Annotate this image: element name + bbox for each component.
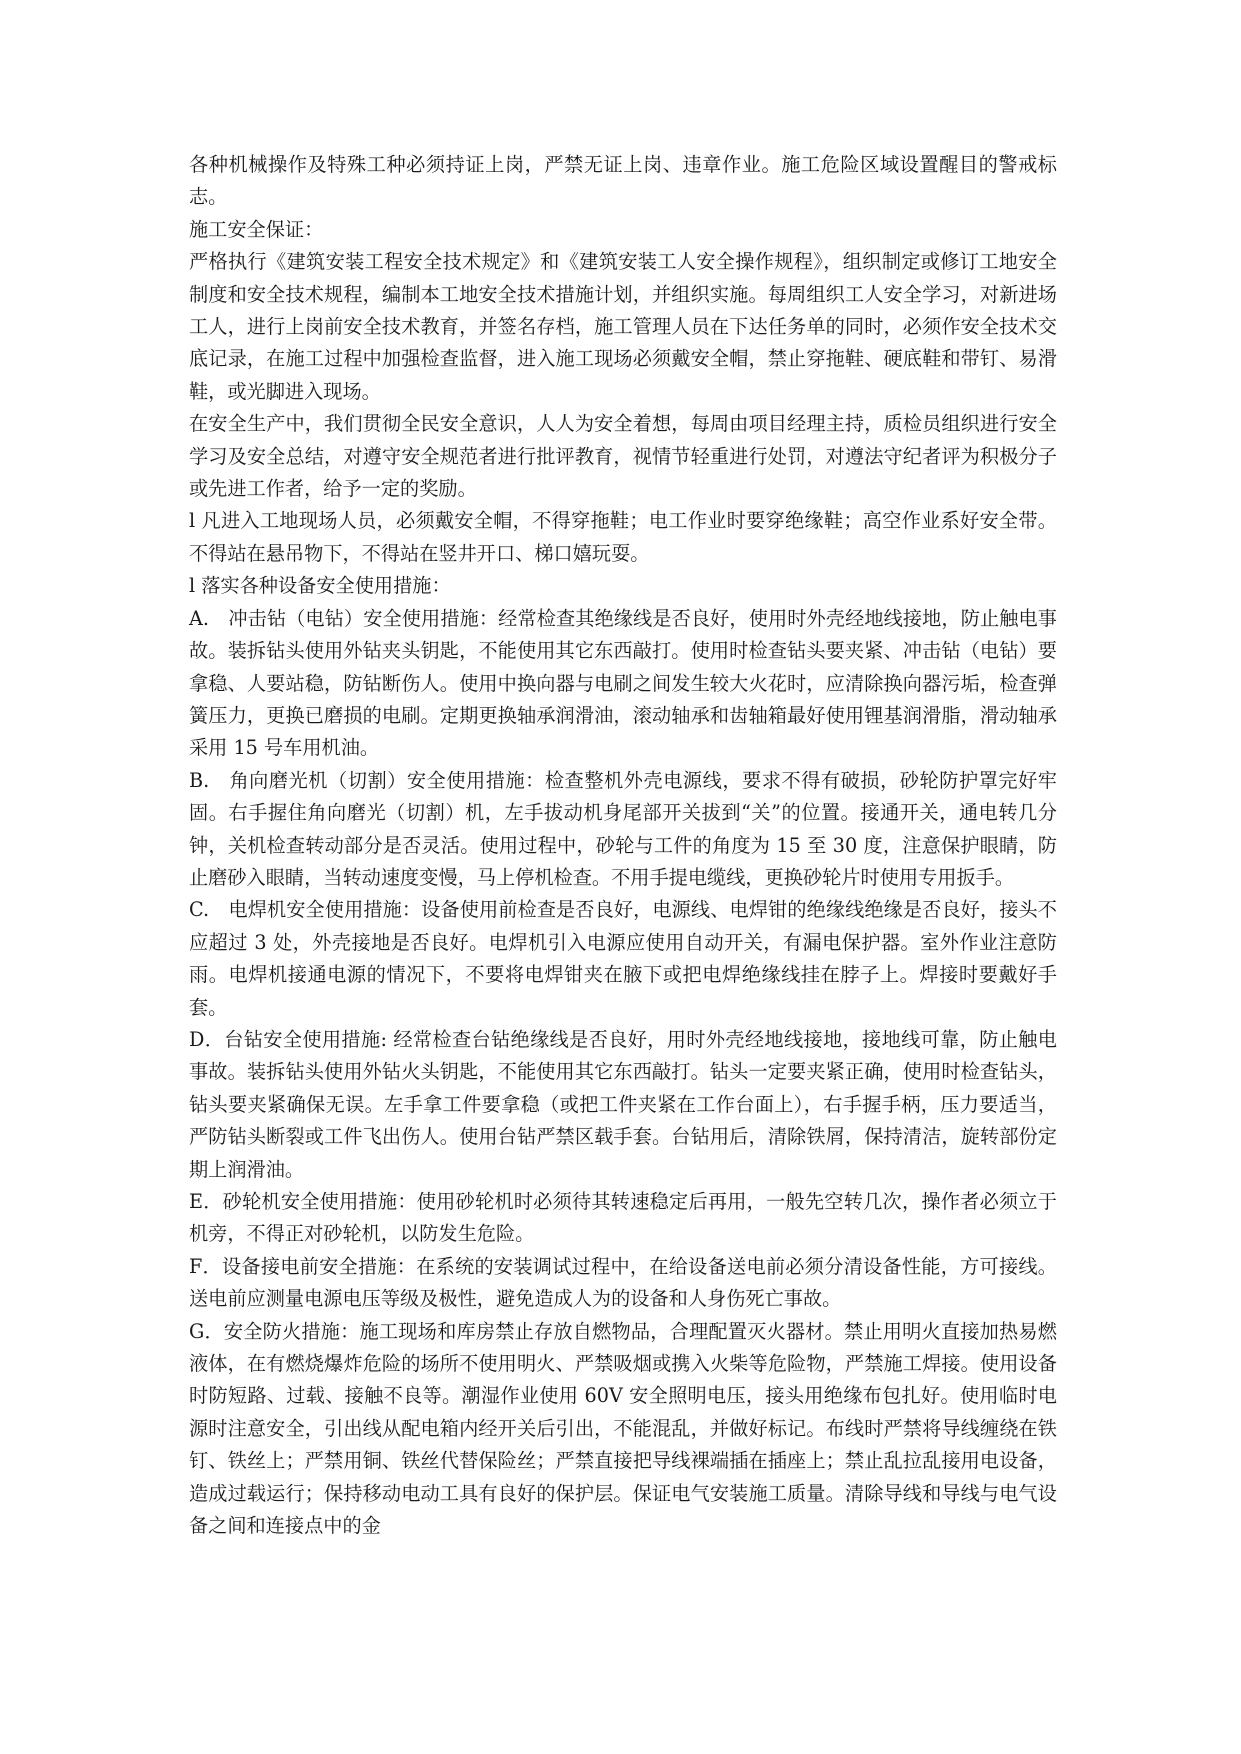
item-b-angle-grinder: B. 角向磨光机（切割）安全使用措施：检查整机外壳电源线，要求不得有破损，砂轮防护罩完好牢固。右手握住角向磨光（切割）机，左手拔动机身尾部开关拔到“关”的位置。接通开关，通电转几分钟，关机检查转动部分是否灵活。使用过程中，砂轮与工件的角度为 15 至 30 度，注意保护眼睛，防止磨砂入眼睛，当转动速度变慢，马上停机检查。不用手提电缆线，更换砂轮片时使用专用扳手。 <box>189 768 1057 889</box>
bullet-site-personnel: l 凡进入工地现场人员，必须戴安全帽，不得穿拖鞋；电工作业时要穿绝缘鞋；高空作业系好安全带。不得站在悬吊物下，不得站在竖井开口、梯口嬉玩耍。 <box>189 509 1057 565</box>
item-e-grinding-wheel: E．砂轮机安全使用措施：使用砂轮机时必须待其转速稳定后再用，一般先空转几次，操作者必须立于机旁，不得正对砂轮机，以防发生危险。 <box>189 1190 1057 1246</box>
document-body <box>189 149 1057 1542</box>
item-c-welding-machine: C. 电焊机安全使用措施：设备使用前检查是否良好，电源线、电焊钳的绝缘线绝缘是否良好，接头不应超过 3 处，外壳接地是否良好。电焊机引入电源应使用自动开关，有漏电保护器。室外作业注意防雨。电焊机接通电源的情况下，不要将电焊钳夹在腋下或把电焊绝缘线挂在脖子上。焊接时要戴好手套。 <box>189 898 1057 1019</box>
item-f-power-connection: F．设备接电前安全措施：在系统的安装调试过程中，在给设备送电前必须分清设备性能，方可接线。送电前应测量电源电压等级及极性，避免造成人为的设备和人身伤死亡事故。 <box>189 1254 1057 1311</box>
bullet-equipment-measures: l 落实各种设备安全使用措施： <box>189 574 451 598</box>
paragraph-regulations: 严格执行《建筑安装工程安全技术规定》和《建筑安装工人安全操作规程》，组织制定或修订工地安全制度和安全技术规程，编制本工地安全技术措施计划，并组织实施。每周组织工人安全学习，对新进场工人，进行上岗前安全技术教育，并签名存档，施工管理人员在下达任务单的同时，必须作安全技术交底记录，在施工过程中加强检查监督，进入施工现场必须戴安全帽，禁止穿拖鞋、硬底鞋和带钉、易滑鞋，或光脚进入现场。 <box>189 250 1057 403</box>
item-d-bench-drill: D．台钻安全使用措施: 经常检查台钻绝缘线是否良好，用时外壳经地线接地，接地线可靠，防止触电事故。装拆钻头使用外钻火头钥匙，不能使用其它东西敲打。钻头一定要夹紧正确，使用时检查钻头，钻头要夹紧确保无误。左手拿工件要拿稳（或把工件夹紧在工作台面上），右手握手柄，压力要适当，严防钻头断裂或工件飞出伤人。使用台钻严禁区载手套。台钻用后，清除铁屑，保持清洁，旋转部份定期上润滑油。 <box>189 1027 1057 1181</box>
item-a-impact-drill: A. 冲击钻（电钻）安全使用措施：经常检查其绝缘线是否良好，使用时外壳经地线接地，防止触电事故。装拆钻头使用外钻夹头钥匙，不能使用其它东西敲打。使用时检查钻头要夹紧、冲击钻（电钻）要拿稳、人要站稳，防钻断伤人。使用中换向器与电刷之间发生较大火花时，应清除换向器污垢，检查弹簧压力，更换已磨损的电刷。定期更换轴承润滑油，滚动轴承和齿轴箱最好使用锂基润滑脂，滑动轴承采用 15 号车用机油。 <box>189 606 1057 760</box>
heading-safety-guarantee: 施工安全保证： <box>189 217 324 241</box>
paragraph-safety-awareness: 在安全生产中，我们贯彻全民安全意识，人人为安全着想，每周由项目经理主持，质检员组织进行安全学习及安全总结，对遵守安全规范者进行批评教育，视情节轻重进行处罚，对遵法守纪者评为积极分子或先进工作者，给予一定的奖励。 <box>189 412 1057 501</box>
paragraph-intro: 各种机械操作及特殊工种必须持证上岗，严禁无证上岗、违章作业。施工危险区域设置醒目的警戒标志。 <box>189 153 1057 209</box>
item-g-fire-prevention: G．安全防火措施：施工现场和库房禁止存放自燃物品，合理配置灭火器材。禁止用明火直接加热易燃液体，在有燃烧爆炸危险的场所不使用明火、严禁吸烟或携入火柴等危险物，严禁施工焊接。使用设备时防短路、过载、接触不良等。潮湿作业使用 60V 安全照明电压，接头用绝缘布包扎好。使用临时电源时注意安全，引出线从配电箱内经开关后引出，不能混乱，并做好标记。布线时严禁将导线缠绕在铁钉、铁丝上；严禁用铜、铁丝代替保险丝；严禁直接把导线裸端插在插座上；禁止乱拉乱接用电设备，造成过载运行；保持移动电动工具有良好的保护层。保证电气安装施工质量。清除导线和导线与电气设备之间和连接点中的金 <box>189 1319 1057 1538</box>
